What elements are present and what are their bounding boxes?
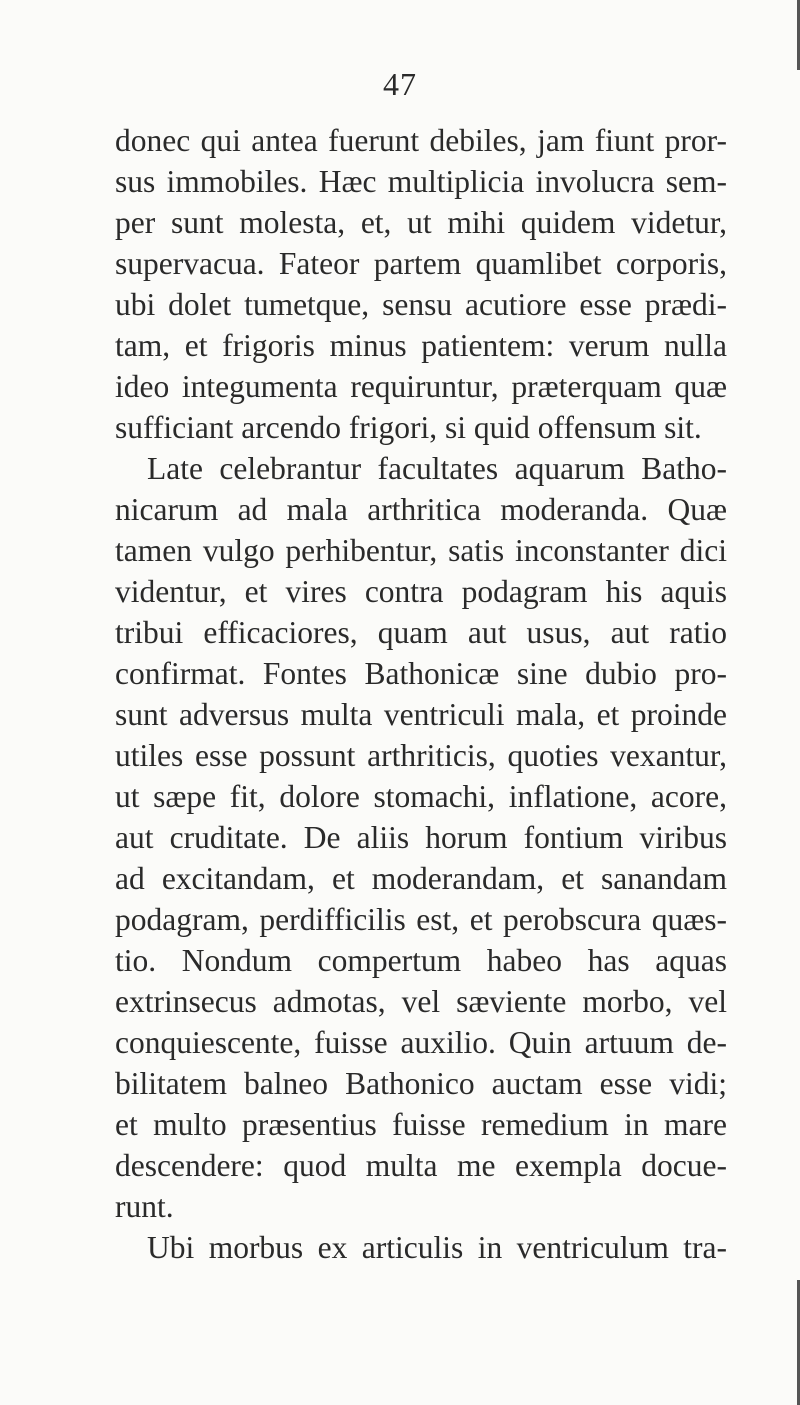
text-line: per sunt molesta, et, ut mihi quidem videtur, <box>115 205 727 240</box>
text-line: descendere: quod multa me exempla docue- <box>115 1148 727 1183</box>
text-line: utiles esse possunt arthriticis, quoties vexantur, <box>115 738 727 773</box>
text-line: tribui efficaciores, quam aut usus, aut ratio <box>115 615 727 650</box>
text-line: ideo integumenta requiruntur, præterquam quæ <box>115 369 727 404</box>
text-line: tio. Nondum compertum habeo has aquas <box>115 943 727 978</box>
text-line: podagram, perdifficilis est, et perobscura quæs- <box>115 902 727 937</box>
text-line: nicarum ad mala arthritica moderanda. Quæ <box>115 492 727 527</box>
text-line: tam, et frigoris minus patientem: verum nulla <box>115 328 727 363</box>
text-line: runt. <box>115 1189 174 1224</box>
text-line: extrinsecus admotas, vel sæviente morbo, vel <box>115 984 727 1019</box>
text-line: donec qui antea fuerunt debiles, jam fiunt pror- <box>115 123 727 158</box>
text-line: aut cruditate. De aliis horum fontium viribus <box>115 820 727 855</box>
text-line: videntur, et vires contra podagram his aquis <box>115 574 727 609</box>
text-line: sus immobiles. Hæc multiplicia involucra sem- <box>115 164 727 199</box>
text-line: conquiescente, fuisse auxilio. Quin artuum de- <box>115 1025 727 1060</box>
paragraph-first-line: Ubi morbus ex articulis in ventriculum tra- <box>147 1230 727 1265</box>
text-line: supervacua. Fateor partem quamlibet corporis, <box>115 246 727 281</box>
text-line: ut sæpe fit, dolore stomachi, inflatione, acore, <box>115 779 727 814</box>
text-line: sufficiant arcendo frigori, si quid offensum sit. <box>115 410 702 445</box>
text-line: ubi dolet tumetque, sensu acutiore esse prædi- <box>115 287 727 322</box>
text-line: confirmat. Fontes Bathonicæ sine dubio pro- <box>115 656 727 691</box>
text-line: et multo præsentius fuisse remedium in mare <box>115 1107 727 1142</box>
text-line: sunt adversus multa ventriculi mala, et proinde <box>115 697 727 732</box>
text-line: tamen vulgo perhibentur, satis inconstanter dici <box>115 533 727 568</box>
page-number: 47 <box>383 66 417 102</box>
text-line: ad excitandam, et moderandam, et sanandam <box>115 861 727 896</box>
paragraph-first-line: Late celebrantur facultates aquarum Batho- <box>147 451 727 486</box>
text-line: bilitatem balneo Bathonico auctam esse vidi; <box>115 1066 727 1101</box>
body-text <box>115 120 727 1268</box>
